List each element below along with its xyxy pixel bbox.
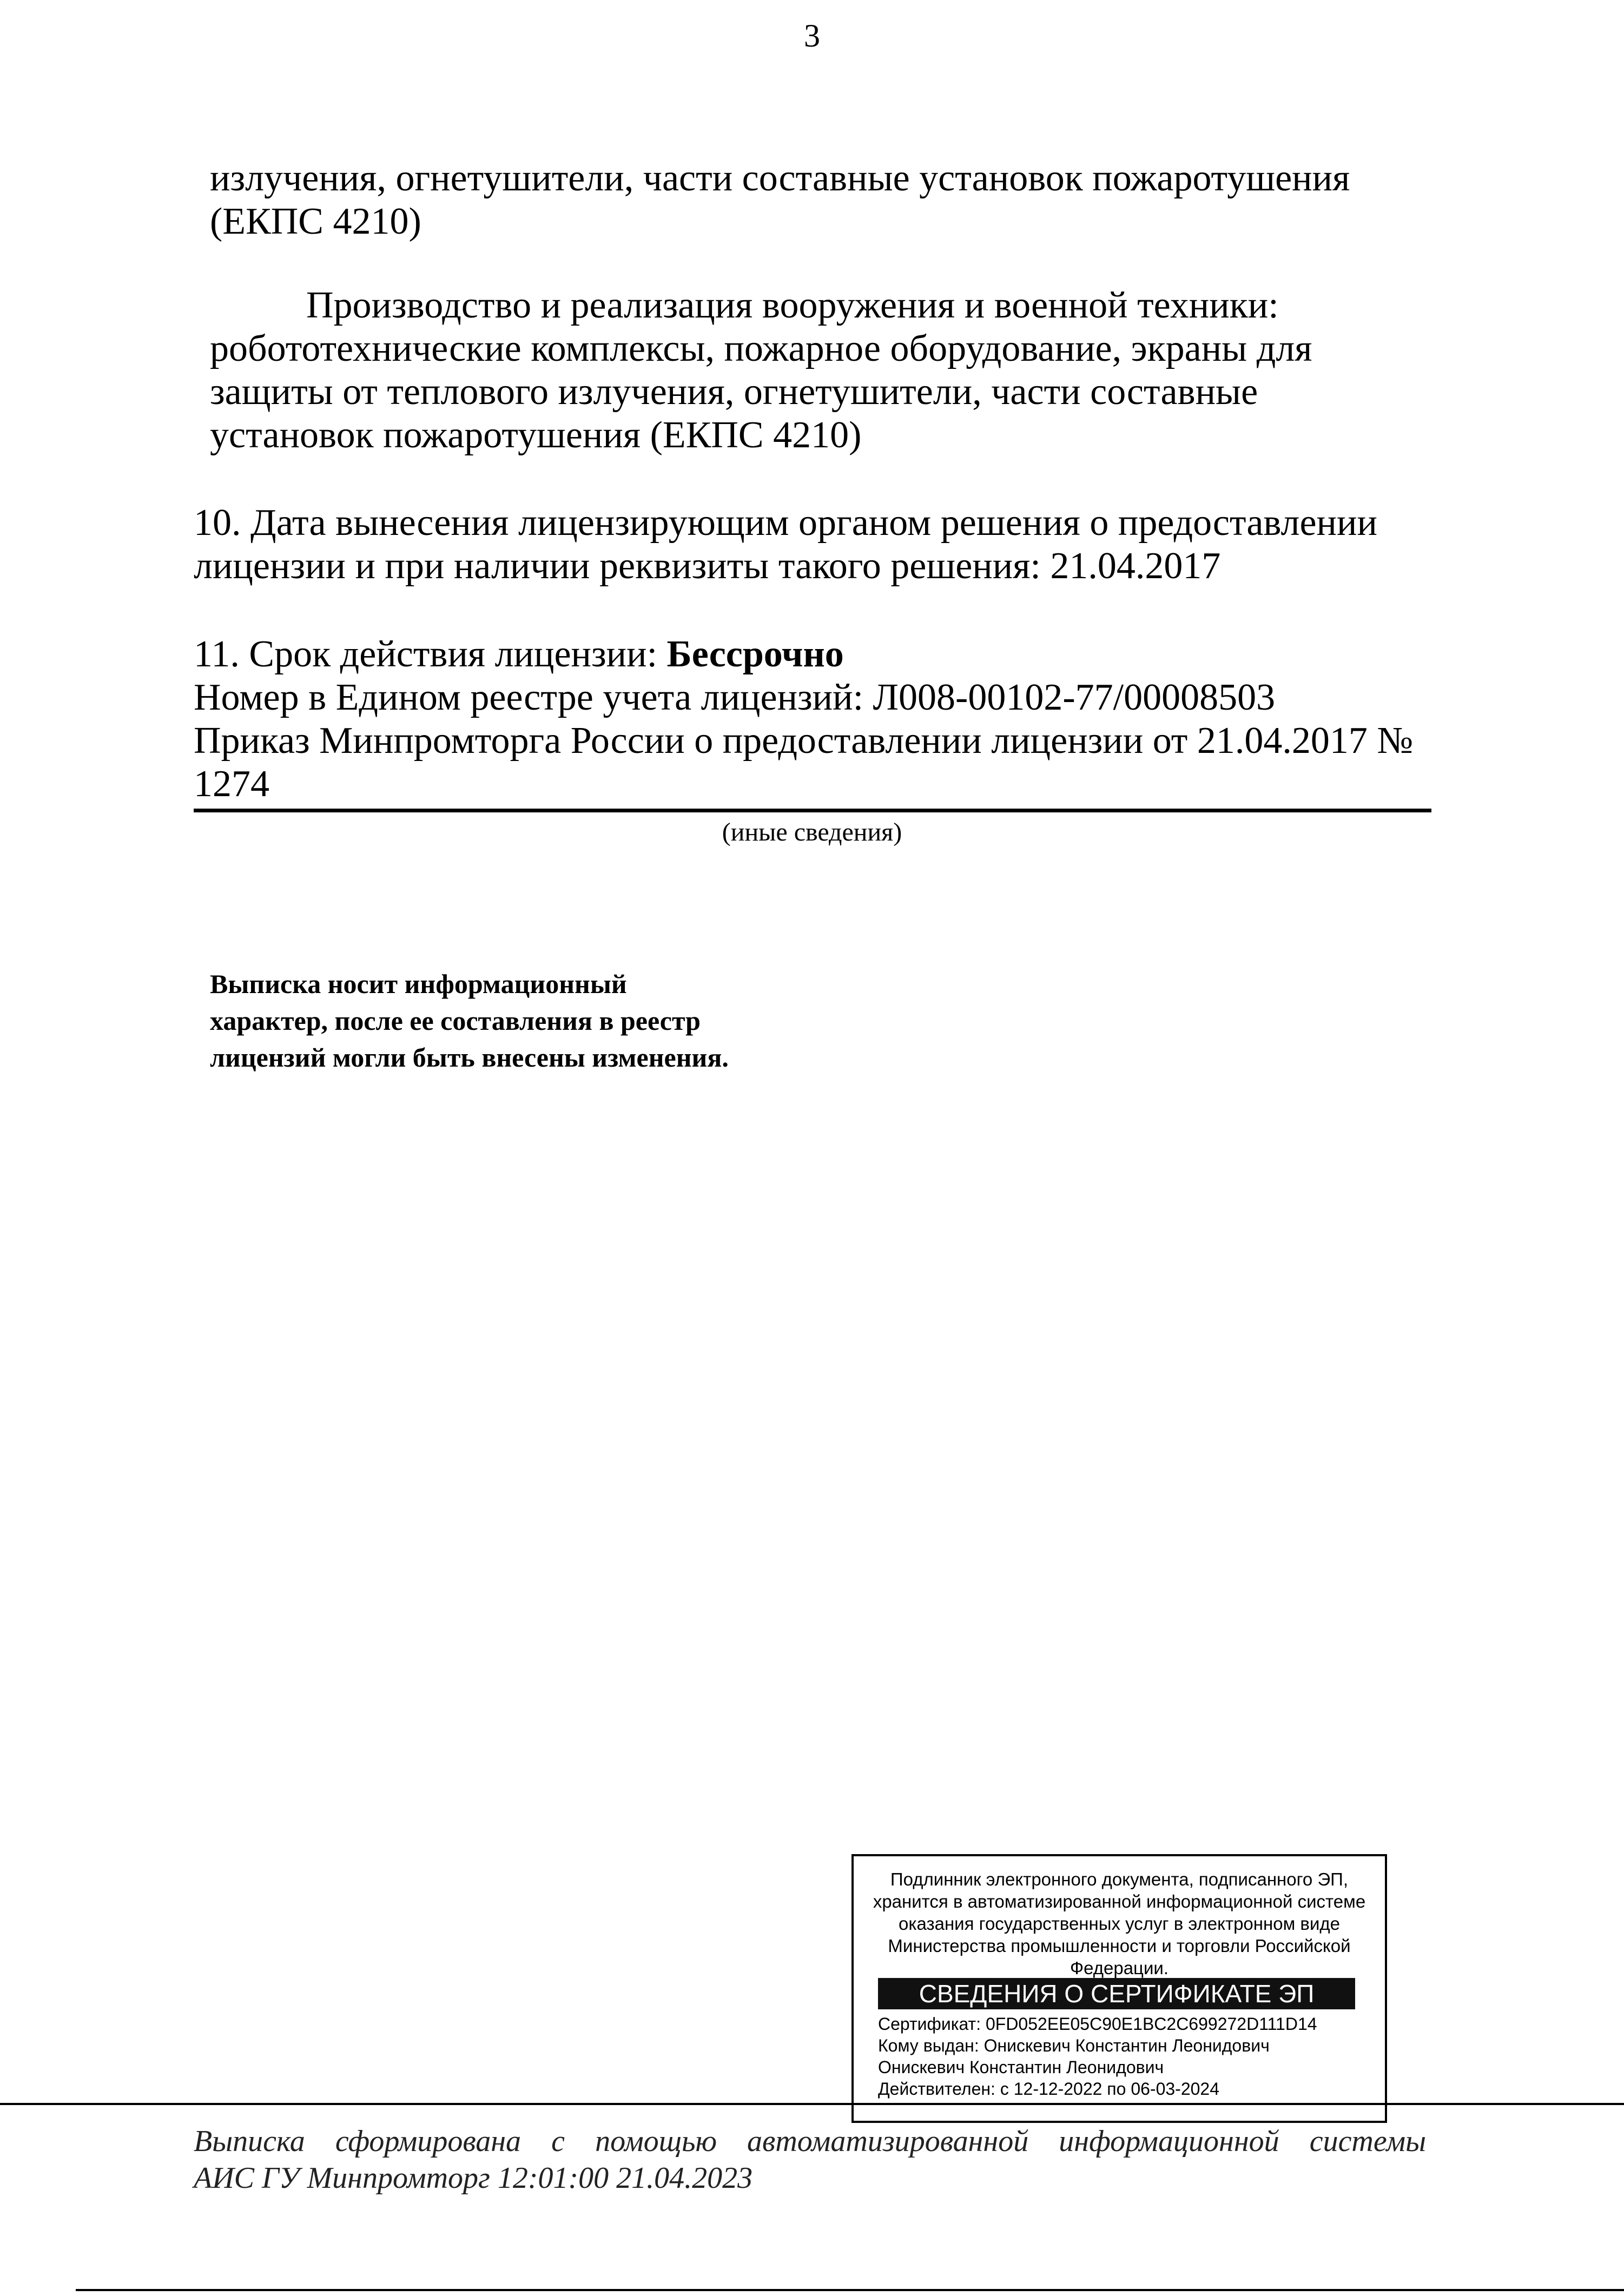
other-info-caption: (иные сведения): [722, 818, 902, 846]
production-line: Производство и реализация вооружения и военной техники:: [306, 284, 1279, 326]
certificate-validity: Действителен: с 12-12-2022 по 06-03-2024: [878, 2079, 1219, 2099]
footer-line: АИС ГУ Минпромторг 12:01:00 21.04.2023: [194, 2161, 753, 2195]
order-number: 1274: [194, 763, 269, 805]
generation-footer: [194, 2123, 1426, 2196]
page-number: 3: [804, 18, 820, 54]
production-activity: [210, 284, 1312, 457]
item-10-decision-date: [194, 501, 1377, 588]
stamp-header-line: Министерства промышленности и торговли Российской: [888, 1936, 1351, 1956]
production-line: робототехнические комплексы, пожарное оборудование, экраны для: [210, 328, 1312, 369]
notice-line: лицензий могли быть внесены изменения.: [210, 1042, 729, 1073]
production-line: защиты от теплового излучения, огнетушители, части составные: [210, 371, 1258, 413]
production-line: установок пожаротушения (ЕКПС 4210): [210, 414, 862, 456]
certificate-info-title: СВЕДЕНИЯ О СЕРТИФИКАТЕ ЭП: [878, 1978, 1355, 2009]
activities-continuation: [210, 157, 1350, 243]
stamp-header-line: оказания государственных услуг в электронном виде: [898, 1914, 1341, 1934]
informational-notice: [210, 965, 729, 1076]
activities-line: (ЕКПС 4210): [210, 201, 421, 242]
stamp-header: [854, 1868, 1385, 1979]
certificate-holder: Кому выдан: Онискевич Константин Леонидович: [878, 2036, 1270, 2055]
item-10-line: лицензии и при наличии реквизиты такого решения: 21.04.2017: [194, 545, 1221, 587]
electronic-signature-stamp: [851, 1854, 1387, 2123]
notice-line: характер, после ее составления в реестр: [210, 1005, 701, 1036]
stamp-header-line: хранится в автоматизированной информационной системе: [873, 1891, 1366, 1911]
footer-bottom-rule: [76, 2289, 1624, 2291]
footer-top-rule: [0, 2103, 1624, 2105]
item-10-line: 10. Дата вынесения лицензирующим органом решения о предоставлении: [194, 502, 1377, 544]
license-term-value: Бессрочно: [666, 633, 844, 675]
certificate-serial: Сертификат: 0FD052EE05C90E1BC2C699272D111D14: [878, 2014, 1317, 2034]
registry-number: Номер в Едином реестре учета лицензий: Л008-00102-77/00008503: [194, 677, 1276, 718]
stamp-header-line: Федерации.: [1070, 1958, 1169, 1978]
item-11-license-term: [194, 633, 1413, 806]
license-term-line: [194, 633, 1413, 676]
license-term-label: 11. Срок действия лицензии:: [194, 633, 667, 675]
other-info-underline: [194, 809, 1431, 812]
activities-line: излучения, огнетушители, части составные установок пожаротушения: [210, 157, 1350, 199]
footer-line: Выписка сформирована с помощью автоматизированной информационной системы: [194, 2125, 1426, 2158]
stamp-header-line: Подлинник электронного документа, подписанного ЭП,: [890, 1869, 1349, 1889]
certificate-details: [878, 2013, 1317, 2100]
notice-line: Выписка носит информационный: [210, 969, 627, 999]
certificate-holder-cont: Онискевич Константин Леонидович: [878, 2057, 1164, 2077]
order-line: Приказ Минпромторга России о предоставлении лицензии от 21.04.2017 №: [194, 720, 1414, 762]
